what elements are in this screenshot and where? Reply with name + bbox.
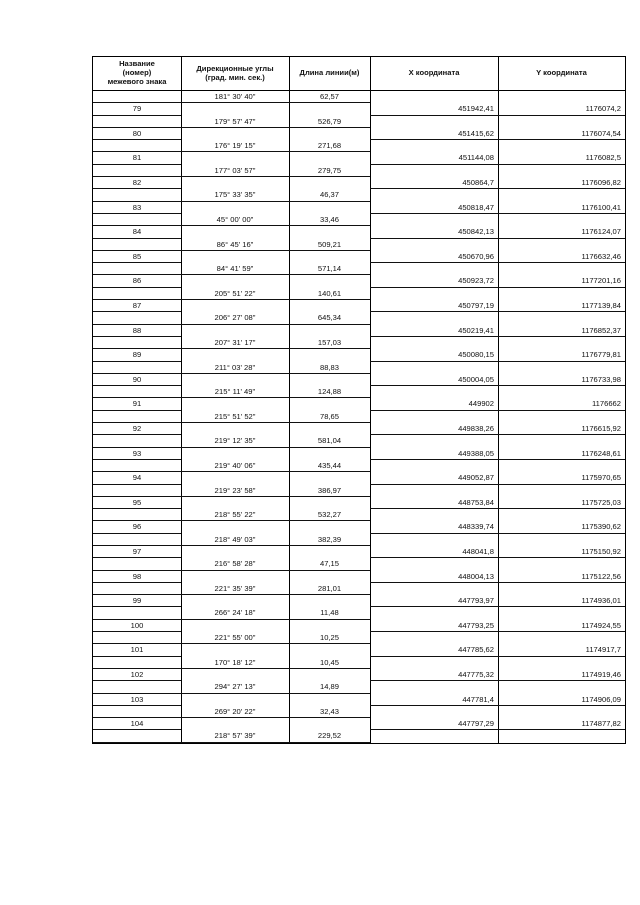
header-length: Длина линии(м) <box>299 68 360 78</box>
boundary-mark-number: 90 <box>132 374 142 384</box>
direction-angle: 216° 58' 28" <box>214 559 256 569</box>
boundary-mark-number: 102 <box>130 669 144 679</box>
segment-row <box>93 583 625 595</box>
x-coordinate: 450219,41 <box>458 325 494 335</box>
header-x: X координата <box>408 68 460 78</box>
point-row <box>93 325 625 337</box>
boundary-mark-number: 103 <box>130 694 144 704</box>
segment-row <box>93 189 625 201</box>
line-length: 14,89 <box>319 682 339 692</box>
x-coordinate: 448041,8 <box>462 546 494 556</box>
direction-angle: 206° 27' 08" <box>214 313 256 323</box>
line-length: 281,01 <box>317 583 342 593</box>
segment-row <box>93 435 625 447</box>
x-coordinate: 450670,96 <box>458 251 494 261</box>
y-coordinate: 1175150,92 <box>581 546 621 556</box>
direction-angle: 219° 12' 35" <box>214 436 256 446</box>
segment-row <box>93 509 625 521</box>
x-coordinate: 447781,4 <box>462 694 494 704</box>
segment-row <box>93 607 625 619</box>
point-row <box>93 177 625 189</box>
y-coordinate: 1176100,41 <box>581 202 621 212</box>
y-coordinate: 1175725,03 <box>581 497 621 507</box>
segment-row <box>93 91 625 103</box>
direction-angle: 218° 55' 22" <box>214 510 256 520</box>
x-coordinate: 447793,97 <box>458 596 494 606</box>
x-coordinate: 450797,19 <box>458 301 494 311</box>
segment-row <box>93 681 625 693</box>
line-length: 509,21 <box>317 239 342 249</box>
line-length: 571,14 <box>317 264 342 274</box>
segment-row <box>93 140 625 152</box>
boundary-mark-number: 84 <box>132 227 142 237</box>
segment-row <box>93 485 625 497</box>
direction-angle: 218° 49' 03" <box>214 534 256 544</box>
line-length: 435,44 <box>317 460 342 470</box>
direction-angle: 176° 19' 15" <box>214 141 256 151</box>
segment-row <box>93 411 625 423</box>
y-coordinate: 1176852,37 <box>581 325 621 335</box>
x-coordinate: 447775,32 <box>458 669 494 679</box>
boundary-mark-number: 101 <box>130 645 144 655</box>
boundary-mark-number: 80 <box>132 128 142 138</box>
y-coordinate: 1177201,16 <box>581 276 621 286</box>
y-coordinate: 1176074,2 <box>585 104 621 114</box>
line-length: 645,34 <box>317 313 342 323</box>
segment-row <box>93 534 625 546</box>
y-coordinate: 1176779,81 <box>581 350 621 360</box>
direction-angle: 218° 57' 39" <box>214 731 256 741</box>
line-length: 47,15 <box>319 559 339 569</box>
y-coordinate: 1174917,7 <box>585 645 621 655</box>
point-row <box>93 128 625 140</box>
y-coordinate: 1175970,65 <box>581 473 621 483</box>
segment-row <box>93 657 625 669</box>
point-row <box>93 103 625 115</box>
x-coordinate: 448004,13 <box>458 571 494 581</box>
point-row <box>93 571 625 583</box>
line-length: 10,25 <box>319 633 339 643</box>
line-length: 526,79 <box>317 116 342 126</box>
x-coordinate: 450080,15 <box>458 350 494 360</box>
header-name: Название (номер) межевого знака <box>107 59 167 86</box>
direction-angle: 215° 11' 49" <box>214 387 256 397</box>
boundary-mark-number: 99 <box>132 596 142 606</box>
direction-angle: 221° 35' 39" <box>214 583 256 593</box>
boundary-mark-number: 85 <box>132 251 142 261</box>
y-coordinate: 1176074,54 <box>581 128 621 138</box>
direction-angle: 221° 55' 00" <box>214 633 256 643</box>
line-length: 33,46 <box>319 214 339 224</box>
segment-row <box>93 632 625 644</box>
y-coordinate: 1176733,98 <box>581 374 621 384</box>
boundary-coordinates-table <box>92 56 626 744</box>
point-row <box>93 202 625 214</box>
point-row <box>93 521 625 533</box>
x-coordinate: 449052,87 <box>458 473 494 483</box>
boundary-mark-number: 93 <box>132 448 142 458</box>
boundary-mark-number: 98 <box>132 571 142 581</box>
segment-row <box>93 239 625 251</box>
x-coordinate: 447797,29 <box>458 719 494 729</box>
y-coordinate: 1176615,92 <box>581 424 621 434</box>
point-row <box>93 497 625 509</box>
point-row <box>93 694 625 706</box>
x-coordinate: 450923,72 <box>458 276 494 286</box>
segment-row <box>93 165 625 177</box>
x-coordinate: 449838,26 <box>458 424 494 434</box>
x-coordinate: 450864,7 <box>462 178 494 188</box>
table-body <box>93 91 625 743</box>
segment-row <box>93 288 625 300</box>
row-line <box>181 742 370 743</box>
direction-angle: 266° 24' 18" <box>214 608 256 618</box>
y-coordinate: 1174877,82 <box>581 719 621 729</box>
point-row <box>93 398 625 410</box>
line-length: 10,45 <box>319 657 339 667</box>
point-row <box>93 300 625 312</box>
line-length: 140,61 <box>317 288 342 298</box>
boundary-mark-number: 91 <box>132 399 142 409</box>
boundary-mark-number: 92 <box>132 424 142 434</box>
direction-angle: 181° 30' 40" <box>214 92 256 101</box>
point-row <box>93 595 625 607</box>
x-coordinate: 449388,05 <box>458 448 494 458</box>
direction-angle: 211° 03' 28" <box>214 362 256 372</box>
y-coordinate: 1176124,07 <box>581 227 621 237</box>
point-row <box>93 349 625 361</box>
boundary-mark-number: 79 <box>132 104 142 114</box>
x-coordinate: 447793,25 <box>458 620 494 630</box>
line-length: 532,27 <box>317 510 342 520</box>
segment-row <box>93 460 625 472</box>
x-coordinate: 447785,62 <box>458 645 494 655</box>
direction-angle: 294° 27' 13" <box>214 682 256 692</box>
boundary-mark-number: 89 <box>132 350 142 360</box>
boundary-mark-number: 100 <box>130 620 144 630</box>
segment-row <box>93 362 625 374</box>
boundary-mark-number: 104 <box>130 719 144 729</box>
y-coordinate: 1176662 <box>592 399 621 409</box>
point-row <box>93 374 625 386</box>
line-length: 157,03 <box>317 337 342 347</box>
direction-angle: 269° 20' 22" <box>214 706 256 716</box>
x-coordinate: 450818,47 <box>458 202 494 212</box>
boundary-mark-number: 82 <box>132 178 142 188</box>
row-line <box>93 742 181 743</box>
point-row <box>93 152 625 164</box>
direction-angle: 177° 03' 57" <box>214 165 256 175</box>
point-row <box>93 251 625 263</box>
x-coordinate: 450004,05 <box>458 374 494 384</box>
direction-angle: 219° 40' 06" <box>214 460 256 470</box>
x-coordinate: 450842,13 <box>458 227 494 237</box>
point-row <box>93 546 625 558</box>
segment-row <box>93 263 625 275</box>
direction-angle: 45° 00' 00" <box>216 214 254 224</box>
x-coordinate: 448339,74 <box>458 522 494 532</box>
line-length: 124,88 <box>317 387 342 397</box>
line-length: 229,52 <box>317 731 342 741</box>
y-coordinate: 1175390,62 <box>581 522 621 532</box>
line-length: 32,43 <box>319 706 339 716</box>
line-length: 581,04 <box>317 436 342 446</box>
boundary-mark-number: 87 <box>132 301 142 311</box>
direction-angle: 205° 51' 22" <box>214 288 256 298</box>
segment-row <box>93 558 625 570</box>
line-length: 11,48 <box>320 608 339 618</box>
point-row <box>93 423 625 435</box>
boundary-mark-number: 86 <box>132 276 142 286</box>
boundary-mark-number: 96 <box>132 522 142 532</box>
point-row <box>93 669 625 681</box>
boundary-mark-number: 97 <box>132 546 142 556</box>
direction-angle: 207° 31' 17" <box>214 337 256 347</box>
x-coordinate: 449902 <box>468 399 494 409</box>
point-row <box>93 644 625 656</box>
boundary-mark-number: 95 <box>132 497 142 507</box>
direction-angle: 86° 45' 16" <box>216 239 254 249</box>
boundary-mark-number: 83 <box>132 202 142 212</box>
x-coordinate: 451942,41 <box>458 104 494 114</box>
direction-angle: 84° 41' 59" <box>216 264 254 274</box>
header-y: Y координата <box>536 68 587 78</box>
y-coordinate: 1176082,5 <box>585 153 621 163</box>
line-length: 386,97 <box>317 485 342 495</box>
boundary-mark-number: 81 <box>132 153 142 163</box>
y-coordinate: 1177139,84 <box>581 301 621 311</box>
segment-row <box>93 730 625 742</box>
point-row <box>93 275 625 287</box>
x-coordinate: 448753,84 <box>458 497 494 507</box>
point-row <box>93 448 625 460</box>
direction-angle: 175° 33' 35" <box>214 190 256 200</box>
line-length: 46,37 <box>319 190 339 200</box>
line-length: 62,57 <box>319 92 339 101</box>
y-coordinate: 1174936,01 <box>581 596 621 606</box>
segment-row <box>93 214 625 226</box>
line-length: 78,65 <box>319 411 339 421</box>
line-length: 271,68 <box>317 141 342 151</box>
segment-row <box>93 386 625 398</box>
direction-angle: 179° 57' 47" <box>214 116 256 126</box>
line-length: 382,39 <box>317 534 342 544</box>
segment-row <box>93 116 625 128</box>
segment-row <box>93 337 625 349</box>
y-coordinate: 1174924,55 <box>581 620 621 630</box>
point-row <box>93 620 625 632</box>
y-coordinate: 1175122,56 <box>581 571 621 581</box>
x-coordinate: 451144,08 <box>458 153 494 163</box>
boundary-mark-number: 88 <box>132 325 142 335</box>
table-header <box>93 57 625 91</box>
x-coordinate: 451415,62 <box>458 128 494 138</box>
line-length: 88,83 <box>319 362 339 372</box>
y-coordinate: 1174906,09 <box>581 694 621 704</box>
y-coordinate: 1176248,61 <box>581 448 621 458</box>
point-row <box>93 718 625 730</box>
header-angles: Дирекционные углы (град. мин. сек.) <box>196 63 274 82</box>
boundary-mark-number: 94 <box>132 473 142 483</box>
y-coordinate: 1176096,82 <box>581 178 621 188</box>
direction-angle: 170° 18' 12" <box>214 657 256 667</box>
point-row <box>93 472 625 484</box>
y-coordinate: 1176632,46 <box>581 251 621 261</box>
segment-row <box>93 312 625 324</box>
y-coordinate: 1174919,46 <box>581 669 621 679</box>
line-length: 279,75 <box>317 165 342 175</box>
direction-angle: 219° 23' 58" <box>214 485 256 495</box>
point-row <box>93 226 625 238</box>
direction-angle: 215° 51' 52" <box>214 411 256 421</box>
segment-row <box>93 706 625 718</box>
